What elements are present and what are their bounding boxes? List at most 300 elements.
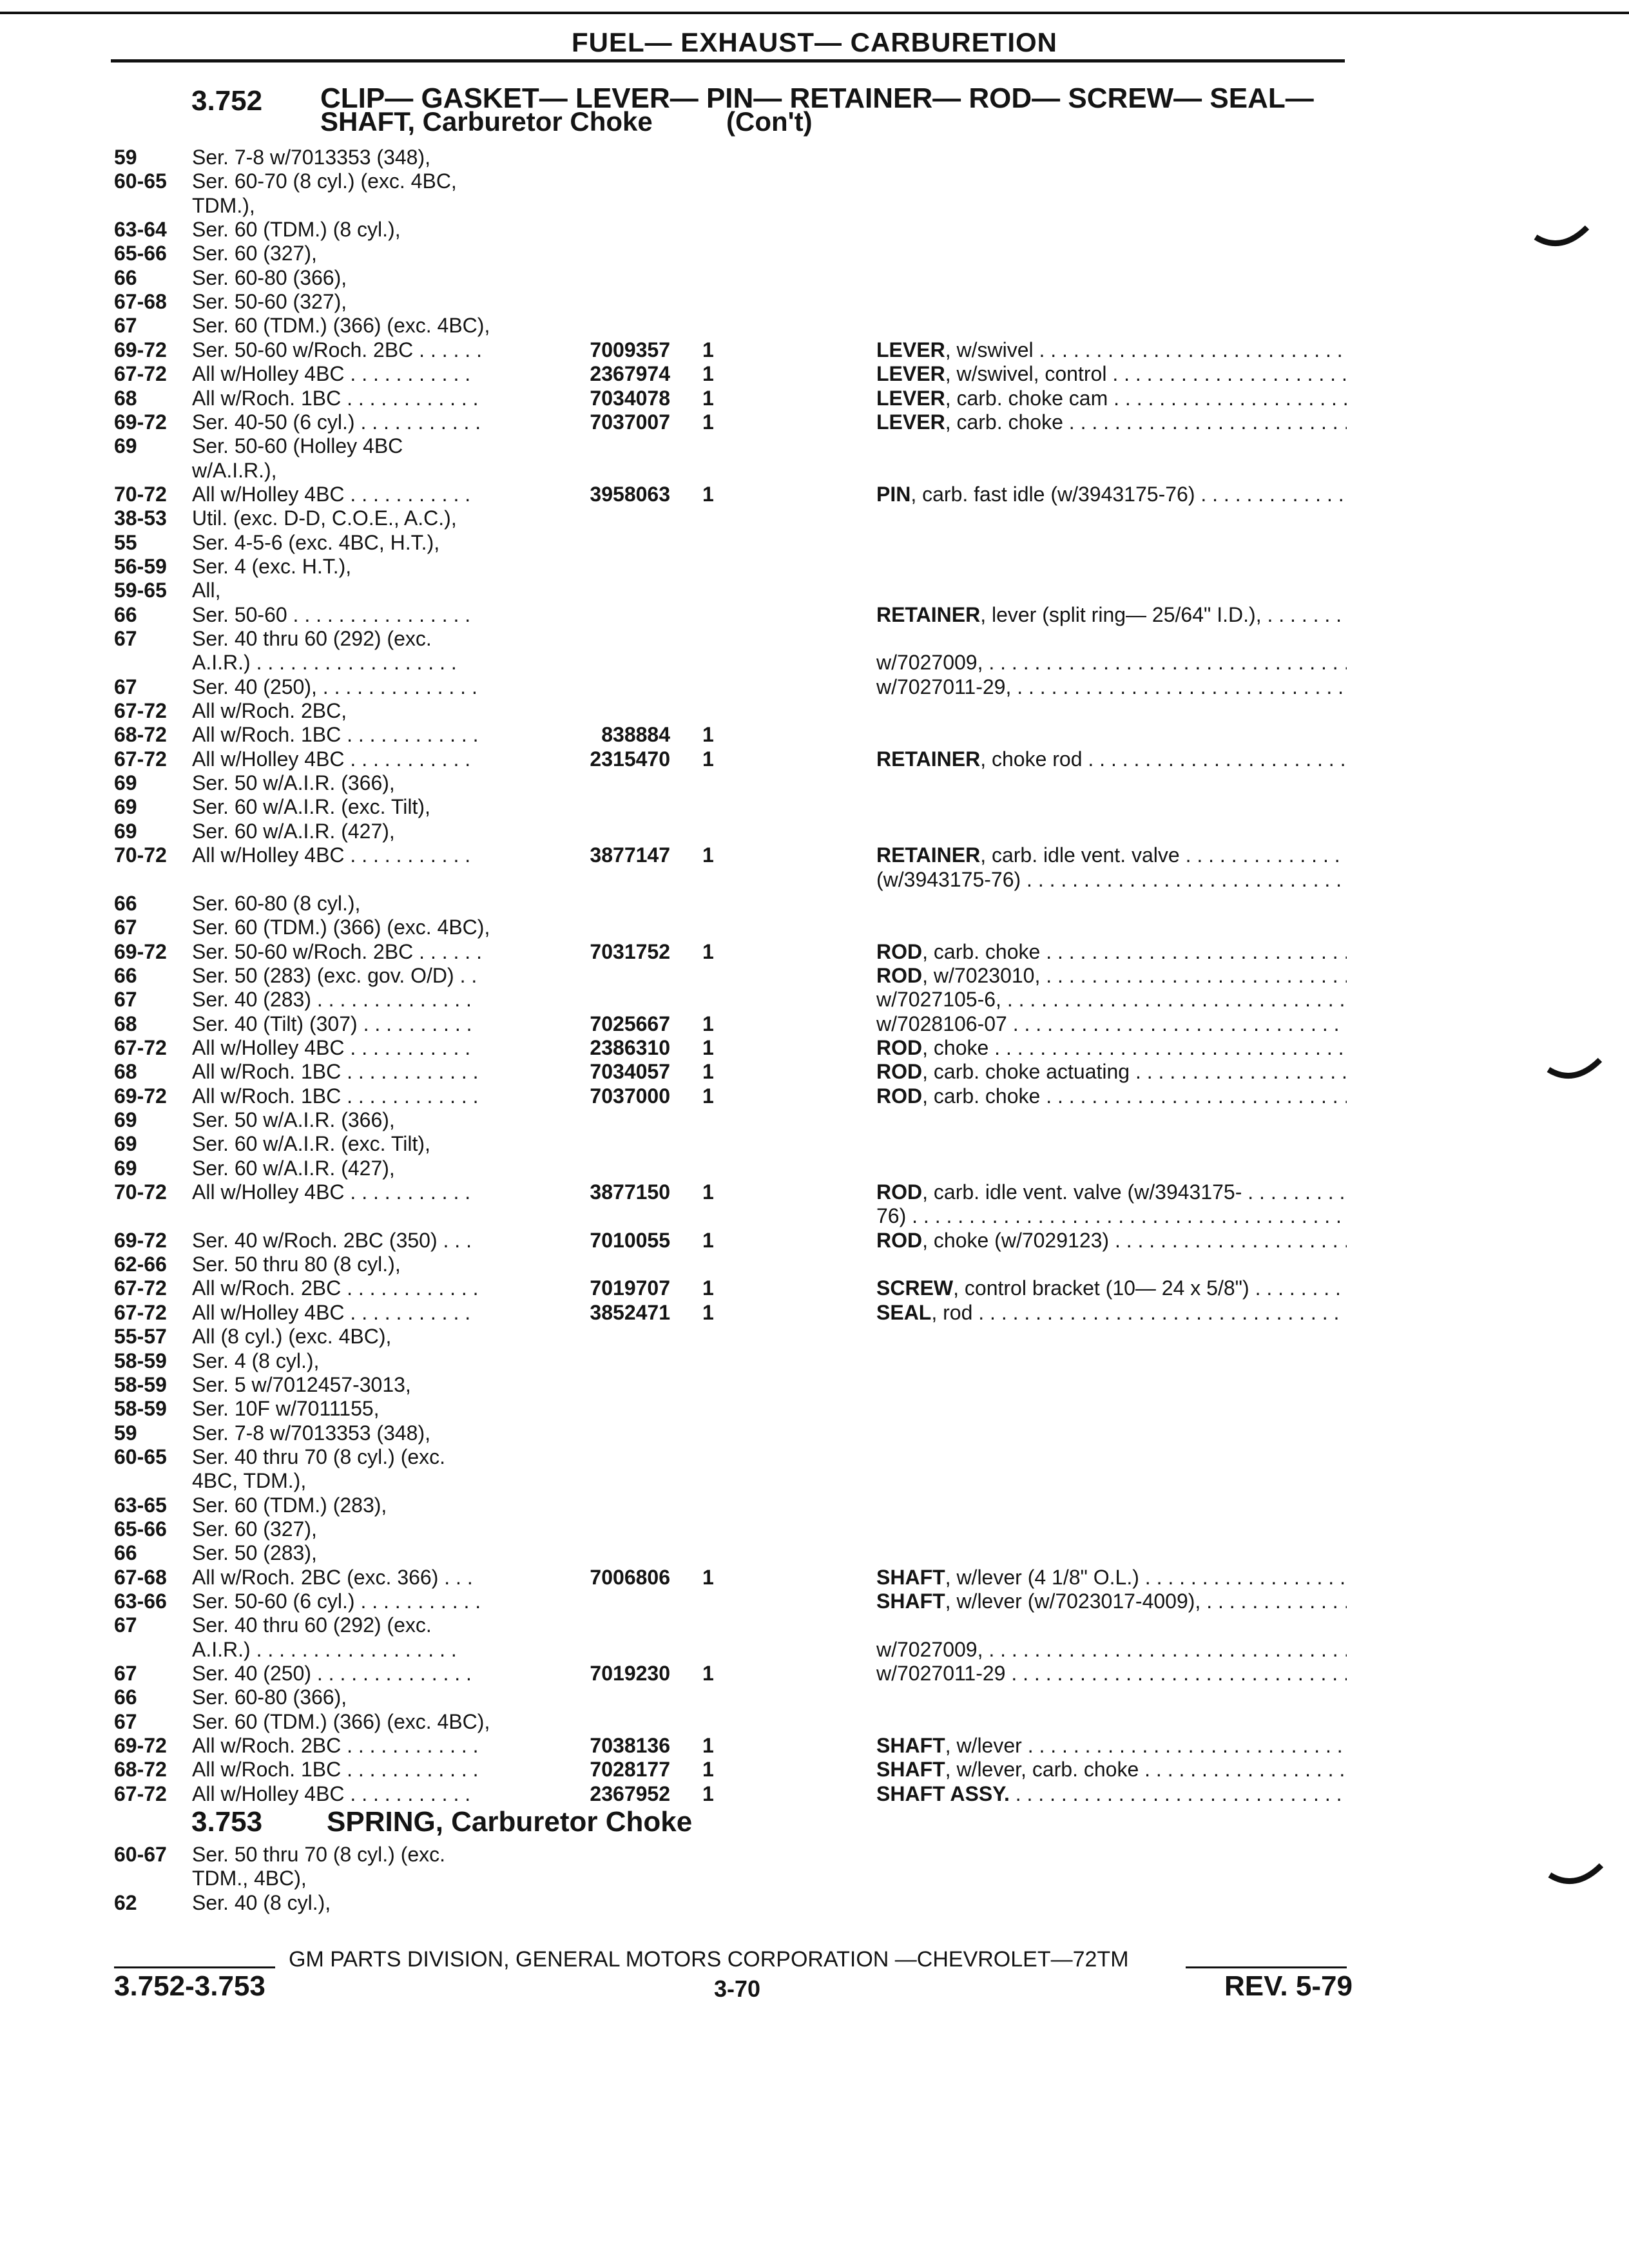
part-description <box>876 747 1347 771</box>
table-row <box>0 1325 1629 1349</box>
part-detail: w/7027009, <box>876 1638 983 1661</box>
table-row <box>0 603 1629 627</box>
model-year: 68 <box>114 387 137 410</box>
application: Ser. 50 thru 70 (8 cyl.) (exc. <box>192 1843 446 1866</box>
part-description <box>876 1180 1347 1204</box>
quantity: 1 <box>702 1782 714 1805</box>
model-year: 59 <box>114 1421 137 1445</box>
part-detail: , choke rod <box>980 747 1083 771</box>
part-name: ROD <box>876 1036 923 1059</box>
model-year: 69-72 <box>114 1734 167 1757</box>
application: All w/Roch. 1BC . . . . . . . . . . . . <box>192 723 479 746</box>
table-row <box>0 242 1629 265</box>
quantity: 1 <box>702 1662 714 1685</box>
table-row <box>0 1060 1629 1084</box>
application: Util. (exc. D-D, C.O.E., A.C.), <box>192 506 457 530</box>
part-name: ROD <box>876 1060 923 1083</box>
table-row <box>0 1734 1629 1758</box>
model-year: 67-72 <box>114 362 167 385</box>
application: Ser. 60 w/A.I.R. (427), <box>192 1157 395 1180</box>
part-detail: w/7027009, <box>876 651 983 674</box>
table-row <box>0 387 1629 410</box>
application: All w/Holley 4BC . . . . . . . . . . . <box>192 1036 471 1059</box>
part-number: 7031752 <box>590 940 670 963</box>
model-year: 58-59 <box>114 1373 167 1396</box>
part-detail: , w/lever, carb. choke <box>945 1758 1139 1781</box>
table-row <box>0 194 1629 218</box>
model-year: 67-72 <box>114 699 167 722</box>
part-number: 2315470 <box>590 747 670 771</box>
model-year: 69-72 <box>114 338 167 361</box>
application: w/A.I.R.), <box>192 459 277 482</box>
table-row <box>0 1180 1629 1204</box>
part-description <box>876 1758 1347 1782</box>
application: All w/Holley 4BC . . . . . . . . . . . <box>192 1180 471 1204</box>
part-number: 7034078 <box>590 387 670 410</box>
part-detail: , control bracket (10— 24 x 5/8") <box>953 1276 1249 1300</box>
model-year: 66 <box>114 964 137 987</box>
application: Ser. 50 thru 80 (8 cyl.), <box>192 1253 401 1276</box>
table-row <box>0 1397 1629 1421</box>
application: All, <box>192 579 221 602</box>
part-description <box>876 1590 1347 1613</box>
section-title-line2: SHAFT, Carburetor Choke <box>320 106 653 137</box>
model-year: 69-72 <box>114 940 167 963</box>
part-name: RETAINER <box>876 603 981 626</box>
part-detail: , w/7023010, <box>922 964 1041 987</box>
table-row <box>0 459 1629 483</box>
model-year: 68-72 <box>114 723 167 746</box>
model-year: 69 <box>114 1132 137 1155</box>
part-description <box>876 868 1347 892</box>
model-year: 70-72 <box>114 1180 167 1204</box>
table-row <box>0 1108 1629 1132</box>
application: Ser. 40 w/Roch. 2BC (350) . . . <box>192 1229 472 1252</box>
application: Ser. 40 thru 60 (292) (exc. <box>192 1613 432 1637</box>
part-name: ROD <box>876 964 923 987</box>
section-title-spring: SPRING, Carburetor Choke <box>327 1806 693 1838</box>
part-detail: , lever (split ring— 25/64" I.D.), <box>980 603 1262 626</box>
part-number: 7019707 <box>590 1276 670 1300</box>
part-description <box>876 940 1347 964</box>
part-detail: , carb. choke actuating <box>922 1060 1130 1083</box>
model-year: 67 <box>114 1710 137 1733</box>
part-number: 3877150 <box>590 1180 670 1204</box>
model-year: 69-72 <box>114 1084 167 1108</box>
part-description <box>876 483 1347 506</box>
part-name: SCREW <box>876 1276 954 1300</box>
model-year: 69 <box>114 820 137 843</box>
part-description <box>876 1734 1347 1758</box>
model-year: 60-67 <box>114 1843 167 1866</box>
quantity: 1 <box>702 1301 714 1324</box>
table-row <box>0 1445 1629 1469</box>
table-row <box>0 579 1629 602</box>
part-description <box>876 362 1347 386</box>
table-row <box>0 338 1629 362</box>
quantity: 1 <box>702 387 714 410</box>
part-name: ROD <box>876 940 923 963</box>
application: A.I.R.) . . . . . . . . . . . . . . . . . . <box>192 1638 457 1661</box>
table-row <box>0 1517 1629 1541</box>
table-row <box>0 1301 1629 1325</box>
model-year: 69 <box>114 771 137 794</box>
part-detail: w/7028106-07 <box>876 1012 1007 1035</box>
table-row <box>0 1494 1629 1517</box>
model-year: 55-57 <box>114 1325 167 1348</box>
model-year: 69 <box>114 795 137 818</box>
table-row <box>0 1229 1629 1253</box>
model-year: 60-65 <box>114 1445 167 1468</box>
model-year: 68-72 <box>114 1758 167 1781</box>
model-year: 67-72 <box>114 1036 167 1059</box>
application: Ser. 60-80 (366), <box>192 1686 347 1709</box>
model-year: 68 <box>114 1060 137 1083</box>
part-number: 2386310 <box>590 1036 670 1059</box>
model-year: 66 <box>114 1686 137 1709</box>
application: Ser. 7-8 w/7013353 (348), <box>192 1421 431 1445</box>
part-description <box>876 1060 1347 1084</box>
part-detail: , carb. choke <box>922 940 1041 963</box>
application: Ser. 60 w/A.I.R. (exc. Tilt), <box>192 795 430 818</box>
quantity: 1 <box>702 1734 714 1757</box>
model-year: 59 <box>114 146 137 169</box>
model-year: 67 <box>114 1662 137 1685</box>
part-detail: , carb. choke cam <box>945 387 1108 410</box>
model-year: 60-65 <box>114 169 167 193</box>
part-detail: , rod <box>931 1301 973 1324</box>
table-row <box>0 723 1629 747</box>
model-year: 67-68 <box>114 1566 167 1589</box>
part-detail: , carb. choke <box>922 1084 1041 1108</box>
model-year: 67 <box>114 1613 137 1637</box>
quantity: 1 <box>702 747 714 771</box>
part-description <box>876 651 1347 675</box>
table-row <box>0 1276 1629 1300</box>
application: Ser. 5 w/7012457-3013, <box>192 1373 411 1396</box>
application: Ser. 60 (TDM.) (366) (exc. 4BC), <box>192 1710 490 1733</box>
quantity: 1 <box>702 1758 714 1781</box>
quantity: 1 <box>702 1566 714 1589</box>
quantity: 1 <box>702 338 714 361</box>
application: All w/Roch. 1BC . . . . . . . . . . . . <box>192 1758 479 1781</box>
model-year: 69-72 <box>114 1229 167 1252</box>
table-row <box>0 1891 1629 1915</box>
part-description <box>876 410 1347 434</box>
part-description <box>876 964 1347 988</box>
part-number: 7006806 <box>590 1566 670 1589</box>
table-row <box>0 1541 1629 1565</box>
binder-hole-mark-1 <box>1532 224 1590 256</box>
model-year: 65-66 <box>114 242 167 265</box>
table-row <box>0 940 1629 964</box>
quantity: 1 <box>702 362 714 385</box>
table-row <box>0 820 1629 843</box>
table-row <box>0 1843 1629 1867</box>
model-year: 55 <box>114 531 137 554</box>
part-name: ROD <box>876 1229 923 1252</box>
part-number: 7010055 <box>590 1229 670 1252</box>
part-description <box>876 1084 1347 1108</box>
footer-page-number: 3-70 <box>714 1975 761 2002</box>
model-year: 63-64 <box>114 218 167 241</box>
section-number-spring: 3.753 <box>191 1806 263 1838</box>
part-detail: w/7027011-29 <box>876 1662 1006 1685</box>
model-year: 38-53 <box>114 506 167 530</box>
binder-hole-mark-2 <box>1545 1057 1603 1089</box>
part-name: SEAL <box>876 1301 932 1324</box>
part-name: LEVER <box>876 410 945 434</box>
model-year: 69 <box>114 1108 137 1131</box>
application: All w/Roch. 2BC, <box>192 699 347 722</box>
part-description <box>876 1012 1347 1036</box>
application: Ser. 40 (8 cyl.), <box>192 1891 331 1914</box>
part-description <box>876 1782 1347 1806</box>
application: Ser. 40-50 (6 cyl.) . . . . . . . . . . . <box>192 410 481 434</box>
application: All w/Roch. 1BC . . . . . . . . . . . . <box>192 1060 479 1083</box>
application: All w/Roch. 2BC . . . . . . . . . . . . <box>192 1734 479 1757</box>
footer-rule-right <box>1186 1966 1347 1968</box>
application: Ser. 10F w/7011155, <box>192 1397 380 1420</box>
model-year: 63-66 <box>114 1590 167 1613</box>
application: All w/Roch. 2BC (exc. 366) . . . <box>192 1566 473 1589</box>
part-name: ROD <box>876 1084 923 1108</box>
model-year: 67-72 <box>114 747 167 771</box>
table-row <box>0 483 1629 506</box>
application: Ser. 60 (TDM.) (366) (exc. 4BC), <box>192 314 490 337</box>
part-number: 3877147 <box>590 843 670 867</box>
part-description <box>876 1036 1347 1060</box>
model-year: 67-68 <box>114 290 167 313</box>
application: Ser. 40 (250), . . . . . . . . . . . . . . <box>192 675 477 698</box>
model-year: 66 <box>114 1541 137 1564</box>
table-row <box>0 506 1629 530</box>
table-row <box>0 1036 1629 1060</box>
part-number: 2367974 <box>590 362 670 385</box>
page-header-title: FUEL— EXHAUST— CARBURETION <box>571 27 1057 57</box>
part-number: 838884 <box>601 723 670 746</box>
table-row <box>0 1613 1629 1637</box>
model-year: 56-59 <box>114 555 167 578</box>
quantity: 1 <box>702 940 714 963</box>
application: Ser. 50-60 (6 cyl.) . . . . . . . . . . . <box>192 1590 481 1613</box>
table-row <box>0 555 1629 579</box>
table-row <box>0 964 1629 988</box>
part-name: SHAFT <box>876 1734 945 1757</box>
quantity: 1 <box>702 723 714 746</box>
application: TDM.), <box>192 194 255 217</box>
table-row <box>0 675 1629 699</box>
table-row <box>0 1758 1629 1782</box>
part-name: SHAFT <box>876 1566 945 1589</box>
model-year: 58-59 <box>114 1349 167 1372</box>
application: Ser. 50-60 w/Roch. 2BC . . . . . . <box>192 338 482 361</box>
part-name: SHAFT <box>876 1590 945 1613</box>
application: Ser. 40 (250) . . . . . . . . . . . . . . <box>192 1662 472 1685</box>
application: Ser. 60 w/A.I.R. (427), <box>192 820 395 843</box>
footer-section-range: 3.752-3.753 <box>114 1970 265 2002</box>
table-row <box>0 1084 1629 1108</box>
part-description <box>876 1301 1347 1325</box>
part-name: PIN <box>876 483 911 506</box>
part-name: SHAFT ASSY. <box>876 1782 1010 1805</box>
table-row <box>0 1867 1629 1890</box>
part-name: LEVER <box>876 338 945 361</box>
table-row <box>0 1349 1629 1373</box>
part-detail: , w/swivel, control <box>945 362 1107 385</box>
model-year: 62-66 <box>114 1253 167 1276</box>
part-detail: 76) <box>876 1204 907 1227</box>
table-row <box>0 843 1629 867</box>
table-row <box>0 1012 1629 1036</box>
table-row <box>0 169 1629 193</box>
table-row <box>0 410 1629 434</box>
table-row <box>0 218 1629 242</box>
part-number: 7025667 <box>590 1012 670 1035</box>
table-row <box>0 1157 1629 1180</box>
application: Ser. 50 w/A.I.R. (366), <box>192 771 395 794</box>
application: Ser. 4 (8 cyl.), <box>192 1349 320 1372</box>
model-year: 67-72 <box>114 1782 167 1805</box>
table-row <box>0 1132 1629 1156</box>
part-name: RETAINER <box>876 843 981 867</box>
model-year: 69-72 <box>114 410 167 434</box>
table-row <box>0 1204 1629 1228</box>
part-description <box>876 1638 1347 1662</box>
application: All w/Holley 4BC . . . . . . . . . . . <box>192 747 471 771</box>
part-name: SHAFT <box>876 1758 945 1781</box>
application: Ser. 60-80 (8 cyl.), <box>192 892 361 915</box>
part-detail: , carb. idle vent. valve (w/3943175- <box>922 1180 1242 1204</box>
application: Ser. 50 (283), <box>192 1541 317 1564</box>
model-year: 67 <box>114 988 137 1011</box>
part-detail: , w/swivel <box>945 338 1034 361</box>
quantity: 1 <box>702 483 714 506</box>
part-description <box>876 1276 1347 1300</box>
part-description <box>876 1566 1347 1590</box>
part-name: RETAINER <box>876 747 981 771</box>
part-description <box>876 338 1347 362</box>
application: Ser. 40 thru 70 (8 cyl.) (exc. <box>192 1445 446 1468</box>
table-row <box>0 1638 1629 1662</box>
table-row <box>0 1469 1629 1493</box>
table-row <box>0 1710 1629 1734</box>
part-description <box>876 675 1347 699</box>
application: Ser. 60 (TDM.) (283), <box>192 1494 387 1517</box>
application: Ser. 60-70 (8 cyl.) (exc. 4BC, <box>192 169 457 193</box>
part-name: LEVER <box>876 387 945 410</box>
application: Ser. 40 (283) . . . . . . . . . . . . . . <box>192 988 472 1011</box>
part-detail: , w/lever (w/7023017-4009), <box>945 1590 1201 1613</box>
part-number: 7038136 <box>590 1734 670 1757</box>
application: All w/Roch. 1BC . . . . . . . . . . . . <box>192 387 479 410</box>
footer-division: GM PARTS DIVISION, GENERAL MOTORS CORPORATION —CHEVROLET—72TM <box>289 1947 1129 1972</box>
application: All w/Roch. 1BC . . . . . . . . . . . . <box>192 1084 479 1108</box>
table-row <box>0 146 1629 169</box>
quantity: 1 <box>702 1012 714 1035</box>
application: Ser. 50-60 . . . . . . . . . . . . . . . . <box>192 603 471 626</box>
part-description <box>876 387 1347 410</box>
application: 4BC, TDM.), <box>192 1469 307 1492</box>
table-row <box>0 892 1629 916</box>
part-detail: , w/lever (4 1/8" O.L.) <box>945 1566 1139 1589</box>
model-year: 66 <box>114 603 137 626</box>
part-number: 7034057 <box>590 1060 670 1083</box>
part-detail: , choke <box>922 1036 989 1059</box>
table-row <box>0 1253 1629 1276</box>
footer-revision: REV. 5-79 <box>1224 1970 1353 2002</box>
model-year: 67 <box>114 675 137 698</box>
model-year: 67-72 <box>114 1301 167 1324</box>
part-description <box>876 603 1347 627</box>
footer-rule-left <box>114 1966 275 1968</box>
part-number: 7009357 <box>590 338 670 361</box>
section-continued-label: (Con't) <box>726 106 813 137</box>
application: Ser. 50 (283) (exc. gov. O/D) . . <box>192 964 477 987</box>
part-number: 7037000 <box>590 1084 670 1108</box>
application: Ser. 4-5-6 (exc. 4BC, H.T.), <box>192 531 440 554</box>
part-number: 7028177 <box>590 1758 670 1781</box>
table-row <box>0 1686 1629 1709</box>
part-detail: , carb. choke <box>945 410 1063 434</box>
model-year: 70-72 <box>114 483 167 506</box>
part-description <box>876 1662 1347 1686</box>
application: Ser. 50-60 w/Roch. 2BC . . . . . . <box>192 940 482 963</box>
application: Ser. 4 (exc. H.T.), <box>192 555 352 578</box>
top-border-rule <box>0 12 1629 14</box>
application: All w/Holley 4BC . . . . . . . . . . . <box>192 1301 471 1324</box>
application: Ser. 60-80 (366), <box>192 266 347 289</box>
model-year: 66 <box>114 266 137 289</box>
model-year: 63-65 <box>114 1494 167 1517</box>
application: Ser. 50-60 (327), <box>192 290 347 313</box>
table-row <box>0 868 1629 892</box>
header-rule <box>111 59 1345 62</box>
table-row <box>0 1662 1629 1686</box>
model-year: 59-65 <box>114 579 167 602</box>
application: A.I.R.) . . . . . . . . . . . . . . . . . . <box>192 651 457 674</box>
table-row <box>0 1566 1629 1590</box>
model-year: 68 <box>114 1012 137 1035</box>
part-number: 3852471 <box>590 1301 670 1324</box>
table-row <box>0 771 1629 795</box>
application: Ser. 40 thru 60 (292) (exc. <box>192 627 432 650</box>
binder-hole-mark-3 <box>1547 1862 1605 1894</box>
part-number: 7019230 <box>590 1662 670 1685</box>
part-description <box>876 1229 1347 1253</box>
table-row <box>0 627 1629 651</box>
quantity: 1 <box>702 1036 714 1059</box>
part-detail: w/7027011-29, <box>876 675 1012 698</box>
quantity: 1 <box>702 410 714 434</box>
application: All w/Holley 4BC . . . . . . . . . . . <box>192 362 471 385</box>
table-row <box>0 699 1629 723</box>
application: All w/Roch. 2BC . . . . . . . . . . . . <box>192 1276 479 1300</box>
model-year: 58-59 <box>114 1397 167 1420</box>
table-row <box>0 747 1629 771</box>
quantity: 1 <box>702 1084 714 1108</box>
model-year: 66 <box>114 892 137 915</box>
part-detail: , choke (w/7029123) <box>922 1229 1110 1252</box>
part-number: 3958063 <box>590 483 670 506</box>
model-year: 67 <box>114 627 137 650</box>
part-detail: , carb. idle vent. valve <box>980 843 1180 867</box>
part-number: 7037007 <box>590 410 670 434</box>
quantity: 1 <box>702 1180 714 1204</box>
model-year: 67 <box>114 916 137 939</box>
table-row <box>0 362 1629 386</box>
application: All w/Holley 4BC . . . . . . . . . . . <box>192 483 471 506</box>
